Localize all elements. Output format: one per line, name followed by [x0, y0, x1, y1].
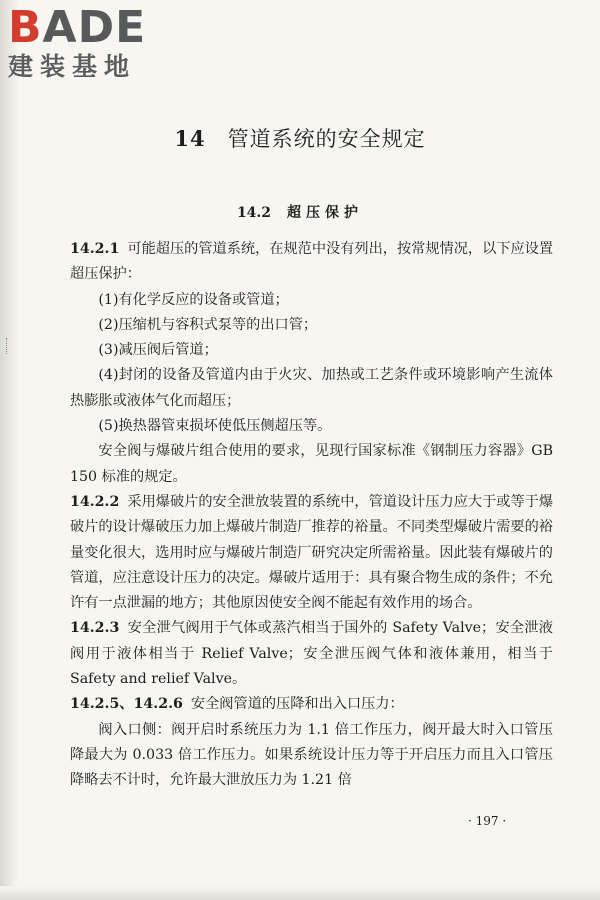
paragraph-text: 安全阀管道的压降和出入口压力： — [190, 696, 404, 713]
logo-mark-rest: ADE — [42, 2, 147, 53]
paragraph-text: 安全泄气阀用于气体或蒸汽相当于国外的 Safety Valve；安全泄液阀用于液体相当于 Relief Valve；安全泄压阀气体和液体兼用，相当于 Safety and relief Valve。 — [70, 620, 553, 688]
section-number: 14.2 — [236, 205, 272, 221]
chapter-title — [0, 123, 600, 153]
logo-mark — [8, 2, 178, 53]
paragraph-text: 采用爆破片的安全泄放装置的系统中，管道设计压力应大于或等于爆破片的设计爆破压力加上爆破片制造厂推荐的裕量。不同类型爆破片需要的裕量变化很大，选用时应与爆破片制造厂研究决定所需裕量。因此装有爆破片的管道，应注意设计压力的决定。爆破片适用于：具有聚合物生成的条件；不允许有一点泄漏的地方；其他原因使安全阀不能起有效作用的场合。 — [70, 493, 554, 612]
paragraph — [70, 616, 553, 692]
list-item: (2)压缩机与容积式泵等的出口管； — [98, 316, 318, 333]
paragraph-text: 可能超压的管道系统，在规范中没有列出，按常规情况，以下应设置超压保护： — [70, 241, 554, 283]
list-item: (1)有化学反应的设备或管道； — [98, 291, 289, 308]
list-item: (5)换热器管束损坏使低压侧超压等。 — [98, 418, 332, 435]
paragraph — [70, 490, 553, 616]
list-item: (3)减压阀后管道； — [98, 342, 218, 359]
clause-number: 14.2.1 — [70, 241, 120, 257]
margin-mark — [6, 338, 10, 354]
chapter-number: 14 — [174, 126, 206, 151]
clause-number: 14.2.5、14.2.6 — [70, 696, 183, 713]
page-edge-shadow-bottom — [0, 886, 600, 900]
page-number: · 197 · — [468, 814, 507, 828]
logo-mark-accent: B — [8, 2, 43, 53]
paragraph: 阀入口侧：阀开启时系统压力为 1.1 倍工作压力，阀开最大时入口管压降最大为 0.033 倍工作压力。如果系统设计压力等于开启压力而且入口管压降略去不计时，允许最大泄放压力为 1.21 倍 — [70, 721, 553, 789]
paragraph — [70, 692, 553, 717]
paragraph: 安全阀与爆破片组合使用的要求，见现行国家标准《钢制压力容器》GB 150 标准的规定。 — [70, 443, 553, 485]
clause-number: 14.2.2 — [70, 493, 120, 510]
list-item: (4)封闭的设备及管道内由于火灾、加热或工艺条件或环境影响产生流体热膨胀或液体气化而超压； — [70, 367, 553, 409]
clause-number: 14.2.3 — [70, 620, 120, 637]
logo-subtitle: 建装基地 — [8, 52, 137, 81]
section-title — [0, 202, 600, 222]
paragraph — [70, 237, 553, 288]
section-title-text: 超压保护 — [287, 205, 364, 221]
body-text — [70, 237, 553, 794]
watermark-logo — [8, 2, 178, 82]
chapter-title-text: 管道系统的安全规定 — [227, 127, 426, 151]
